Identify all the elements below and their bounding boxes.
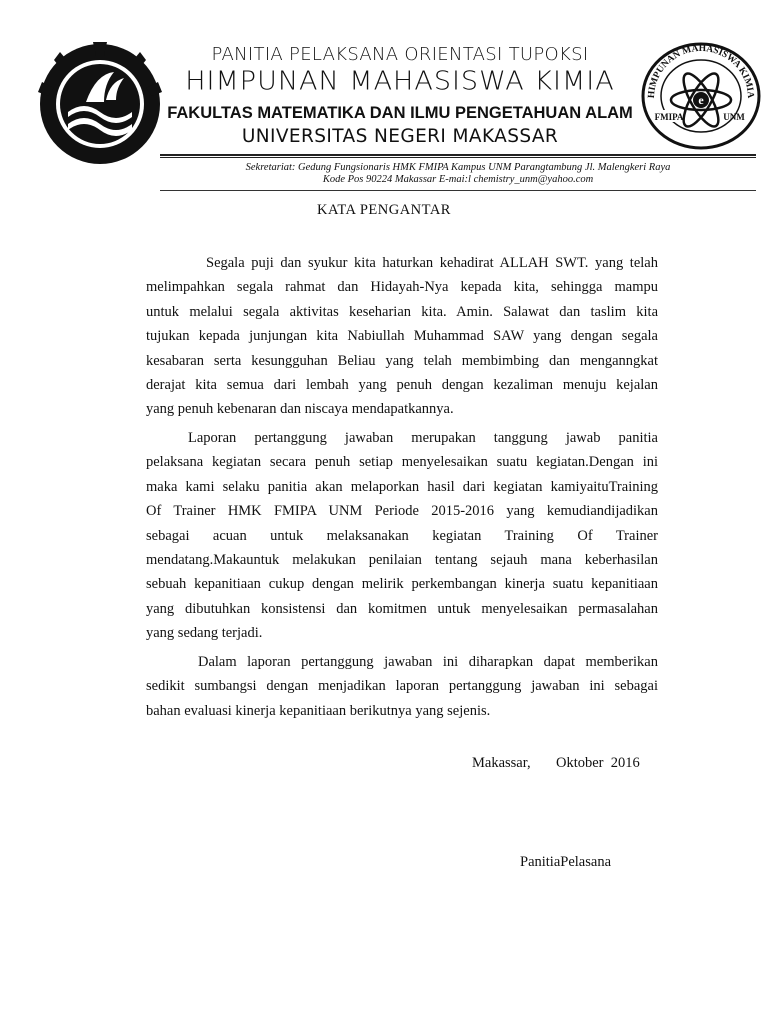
paragraph-line: yang dibutuhkan konsistensi dan komitmen untuk menyelesaikan permasalahan bbox=[146, 600, 658, 617]
address-line-1: Sekretariat: Gedung Fungsionaris HMK FMIPA Kampus UNM Parangtambung Jl. Malengkeri Raya bbox=[245, 162, 671, 173]
signature: PanitiaPelasana bbox=[520, 854, 612, 870]
unm-logo bbox=[38, 42, 162, 166]
logo-ring-text: HIMPUNAN MAHASISWA KIMIA bbox=[646, 43, 756, 99]
paragraph-2 bbox=[146, 426, 658, 646]
date-line: Makassar, Oktober 2016 bbox=[472, 755, 640, 771]
org-line-2: HIMPUNAN MAHASISWA KIMIA bbox=[185, 66, 615, 97]
paragraph-line: Laporan pertanggung jawaban merupakan tanggung jawab panitia bbox=[188, 430, 658, 446]
paragraph-line: bahan evaluasi kinerja kepanitiaan berikutnya yang sejenis. bbox=[146, 702, 491, 719]
logo-right-text: UNM bbox=[723, 112, 745, 122]
paragraph-1 bbox=[146, 251, 658, 422]
document-title: KATA PENGANTAR bbox=[317, 202, 451, 218]
paragraph-line: sebuah kepanitiaan cukup dengan melirik perkembangan kinerja suatu kepanitiaan bbox=[146, 576, 658, 593]
paragraph-line: yang sedang terjadi. bbox=[146, 625, 263, 642]
address-rule bbox=[160, 190, 756, 191]
paragraph-line: sedikit sumbangsi dengan menjadikan laporan pertanggung jawaban ini sebagai bbox=[146, 678, 658, 695]
paragraph-line: untuk melalui segala aktivitas keseharian kita. Amin. Salawat dan taslim kita bbox=[146, 303, 658, 320]
paragraph-line: derajat kita semua dari lembah yang penuh dengan kezaliman menuju kejalan bbox=[146, 376, 658, 393]
address-line-2: Kode Pos 90224 Makassar E-mai:l chemistry_unm@yahoo.com bbox=[322, 174, 594, 185]
logo-left-text: FMIPA bbox=[654, 112, 684, 122]
paragraph-line: Of Trainer HMK FMIPA UNM Periode 2015-2016 yang kemudiandijadikan bbox=[146, 503, 658, 520]
org-line-4: UNIVERSITAS NEGERI MAKASSAR bbox=[241, 126, 559, 147]
paragraph-line: tujukan kepada junjungan kita Nabiullah Muhammad SAW yang dengan segala bbox=[146, 328, 658, 345]
org-line-3: FAKULTAS MATEMATIKA DAN ILMU PENGETAHUAN ALAM bbox=[167, 104, 633, 122]
paragraph-line: yang penuh kebenaran dan niscaya mendapatkannya. bbox=[146, 401, 454, 418]
paragraph-line: Dalam laporan pertanggung jawaban ini diharapkan dapat memberikan bbox=[198, 654, 658, 670]
paragraph-line: kesabaran serta kesungguhan Beliau yang telah membimbing dan menganngkat bbox=[146, 352, 658, 369]
org-line-1: PANITIA PELAKSANA ORIENTASI TUPOKSI bbox=[211, 44, 589, 65]
paragraph-line: sebagai acuan untuk melaksanakan kegiatan Training Of Trainer bbox=[146, 527, 658, 544]
paragraph-line: pelaksana kegiatan secara penuh setiap menyelesaikan suatu kegiatan.Dengan ini bbox=[146, 454, 658, 471]
logo-center-letter: e bbox=[698, 93, 704, 107]
header-rule-thick bbox=[160, 154, 756, 156]
paragraph-line: Segala puji dan syukur kita haturkan kehadirat ALLAH SWT. yang telah bbox=[206, 255, 658, 271]
paragraph-line: melimpahkan segala rahmat dan Hidayah-Nya kepada kita, sehingga mampu bbox=[146, 279, 658, 296]
paragraph-line: mendatang.Makauntuk melakukan penilaian tentang sejauh mana keberhasilan bbox=[146, 551, 658, 568]
hmk-logo bbox=[640, 38, 762, 150]
paragraph-line: maka kami selaku panitia akan melaporkan hasil dari kegiatan kamiyaituTraining bbox=[146, 478, 658, 495]
header-rule-thin bbox=[160, 157, 756, 158]
paragraph-3 bbox=[146, 650, 658, 723]
